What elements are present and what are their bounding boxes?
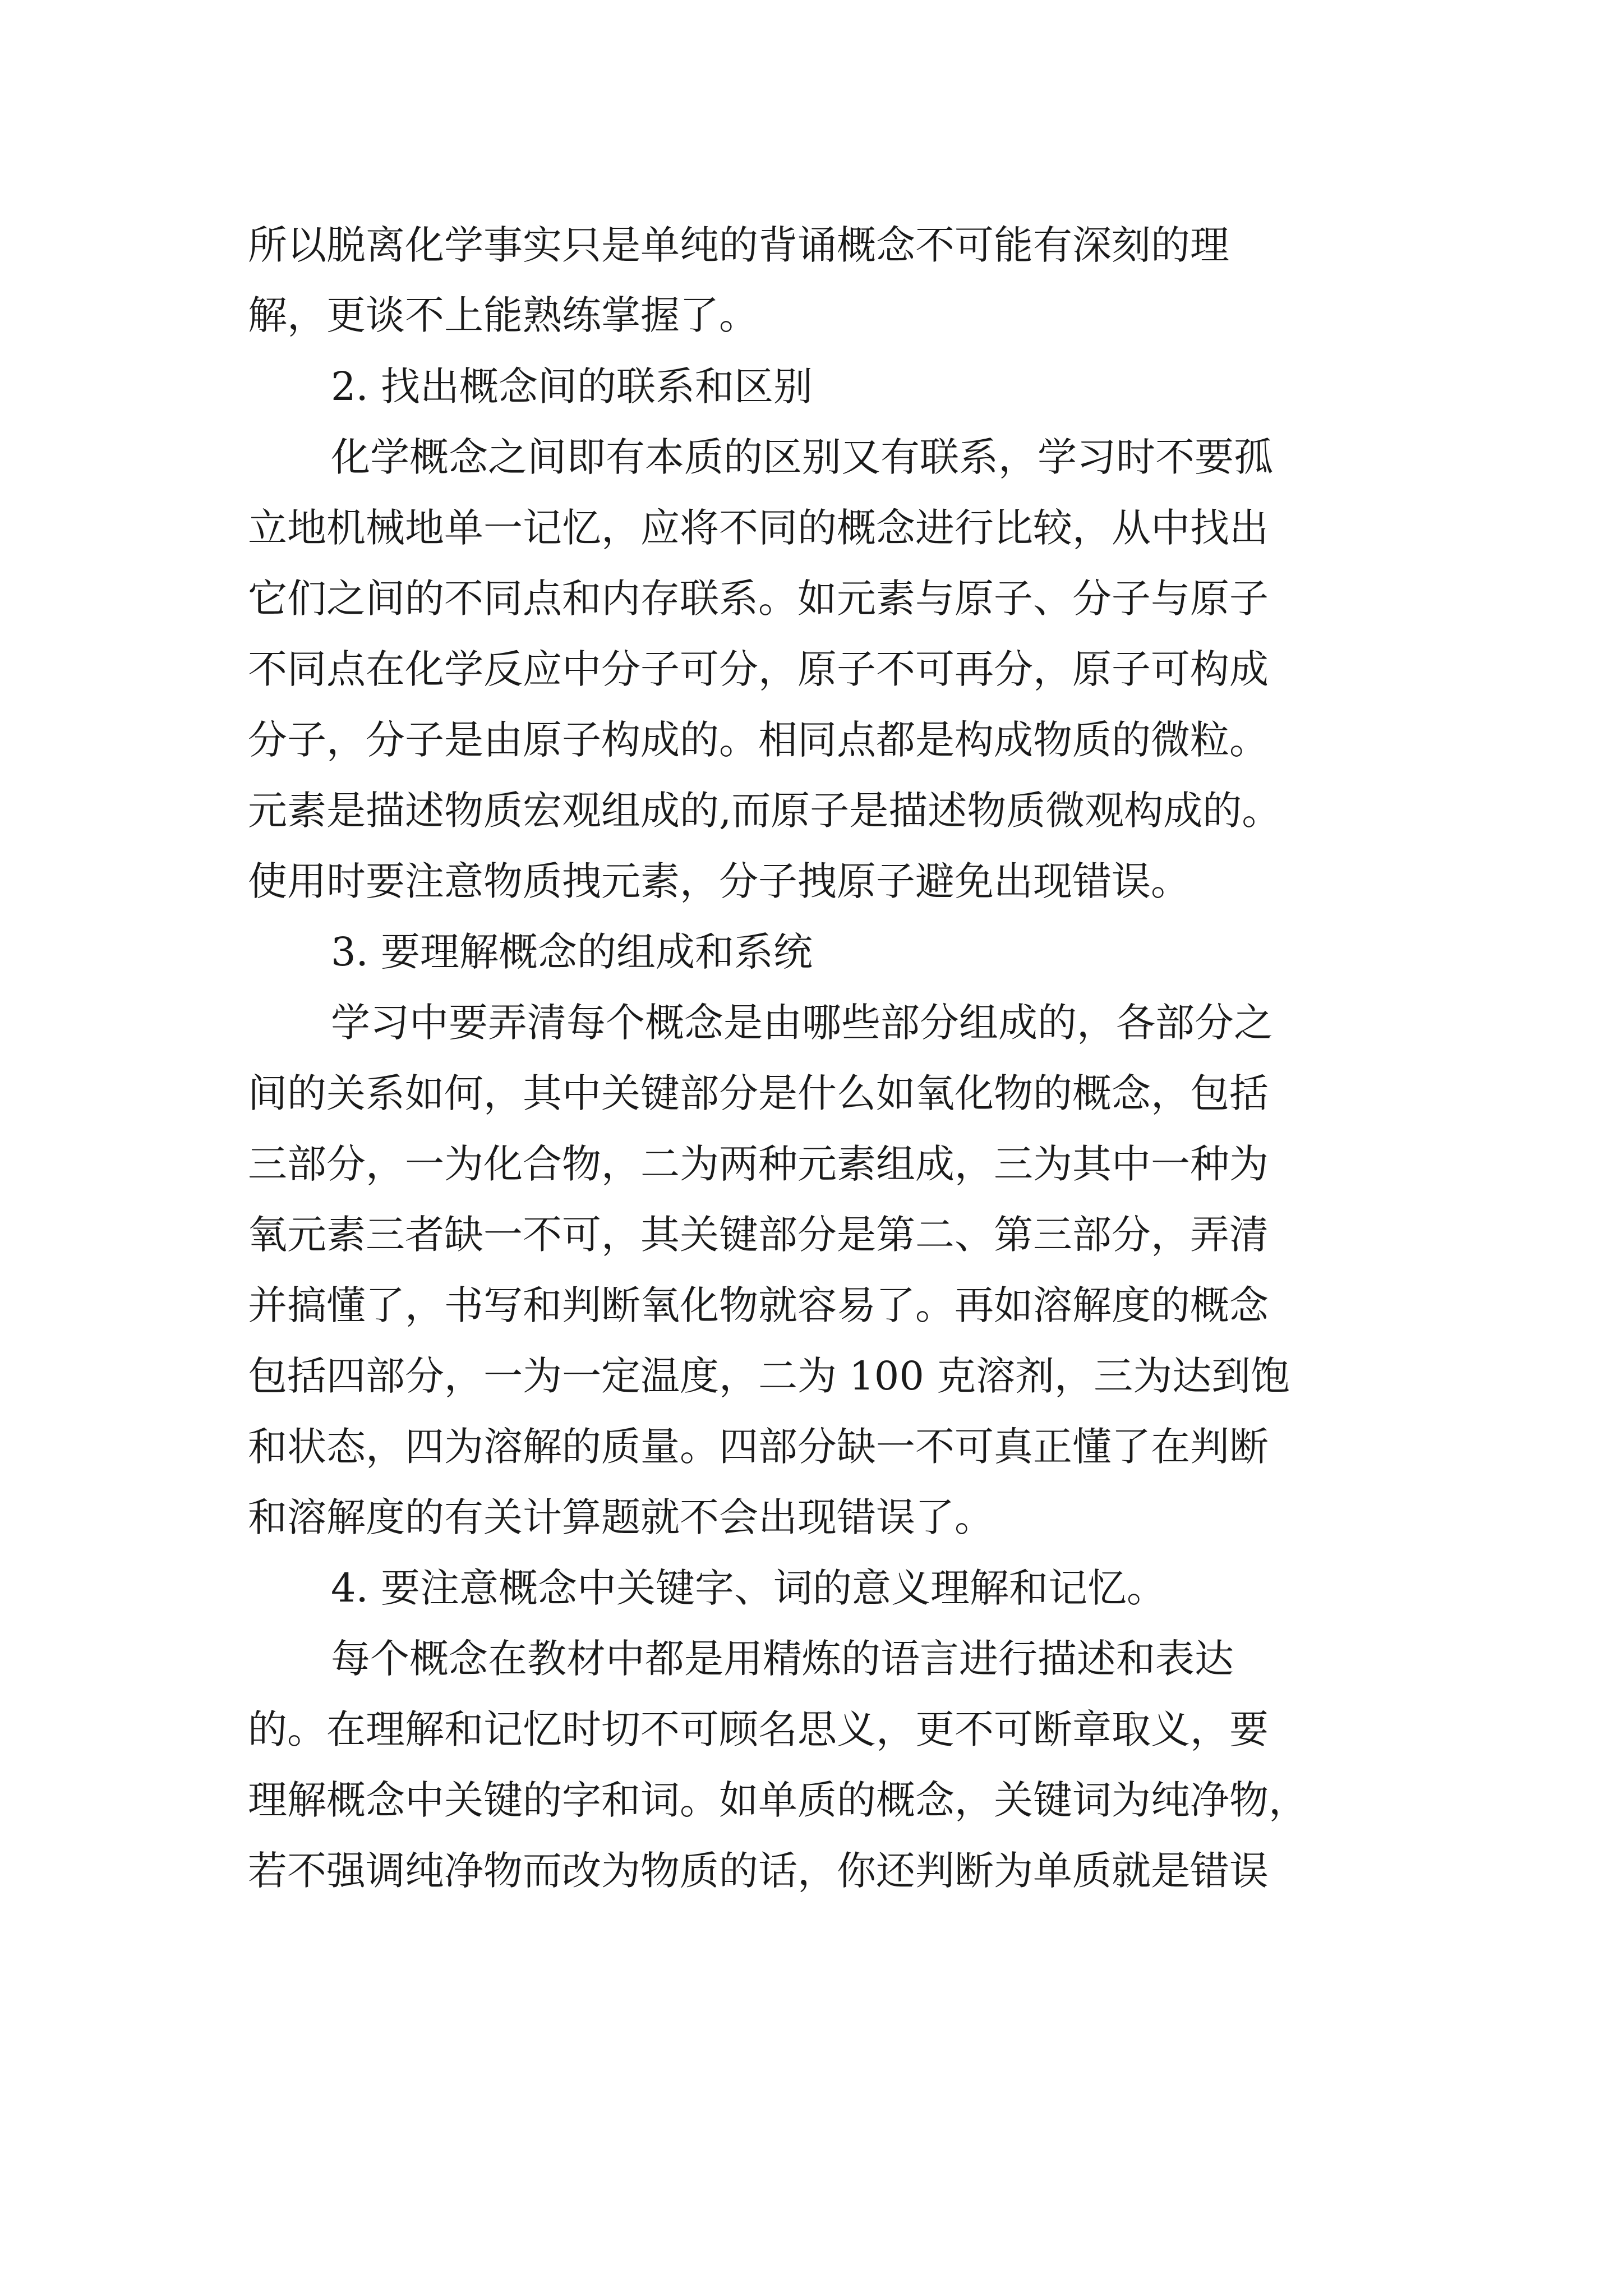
paragraph-line: 立地机械地单一记忆，应将不同的概念进行比较，从中找出 <box>248 505 1269 551</box>
paragraph-line: 理解概念中关键的字和词。如单质的概念，关键词为纯净物， <box>248 1777 1308 1823</box>
section-heading-3: 3. 要理解概念的组成和系统 <box>331 929 813 975</box>
paragraph-line: 三部分，一为化合物，二为两种元素组成，三为其中一种为 <box>248 1141 1269 1187</box>
paragraph-line: 的。在理解和记忆时切不可顾名思义，更不可断章取义，要 <box>248 1706 1269 1752</box>
paragraph-line: 若不强调纯净物而改为物质的话，你还判断为单质就是错误 <box>248 1848 1269 1894</box>
paragraph-line: 氧元素三者缺一不可，其关键部分是第二、第三部分，弄清 <box>248 1212 1269 1258</box>
paragraph-line: 和状态，四为溶解的质量。四部分缺一不可真正懂了在判断 <box>248 1424 1269 1470</box>
section-heading-4: 4. 要注意概念中关键字、词的意义理解和记忆。 <box>331 1565 1166 1611</box>
paragraph-line: 间的关系如何，其中关键部分是什么如氧化物的概念，包括 <box>248 1070 1269 1116</box>
section-heading-2: 2. 找出概念间的联系和区别 <box>331 364 813 409</box>
paragraph-line: 包括四部分，一为一定温度，二为 100 克溶剂，三为达到饱 <box>248 1353 1290 1399</box>
paragraph-line: 它们之间的不同点和内存联系。如元素与原子、分子与原子 <box>248 576 1269 622</box>
paragraph-line: 每个概念在教材中都是用精炼的语言进行描述和表达 <box>331 1636 1234 1682</box>
paragraph-line: 和溶解度的有关计算题就不会出现错误了。 <box>248 1494 994 1540</box>
paragraph-line: 并搞懂了，书写和判断氧化物就容易了。再如溶解度的概念 <box>248 1282 1269 1328</box>
paragraph-line: 不同点在化学反应中分子可分，原子不可再分，原子可构成 <box>248 646 1269 692</box>
paragraph-line: 所以脱离化学事实只是单纯的背诵概念不可能有深刻的理 <box>248 222 1229 268</box>
paragraph-line: 化学概念之间即有本质的区别又有联系，学习时不要孤 <box>331 434 1273 480</box>
paragraph-line: 元素是描述物质宏观组成的,而原子是描述物质微观构成的。 <box>248 788 1281 834</box>
paragraph-line: 学习中要弄清每个概念是由哪些部分组成的，各部分之 <box>331 1000 1273 1046</box>
paragraph-line: 解，更谈不上能熟练掌握了。 <box>248 292 758 338</box>
paragraph-line: 分子，分子是由原子构成的。相同点都是构成物质的微粒。 <box>248 717 1269 763</box>
paragraph-line: 使用时要注意物质拽元素，分子拽原子避免出现错误。 <box>248 858 1190 904</box>
